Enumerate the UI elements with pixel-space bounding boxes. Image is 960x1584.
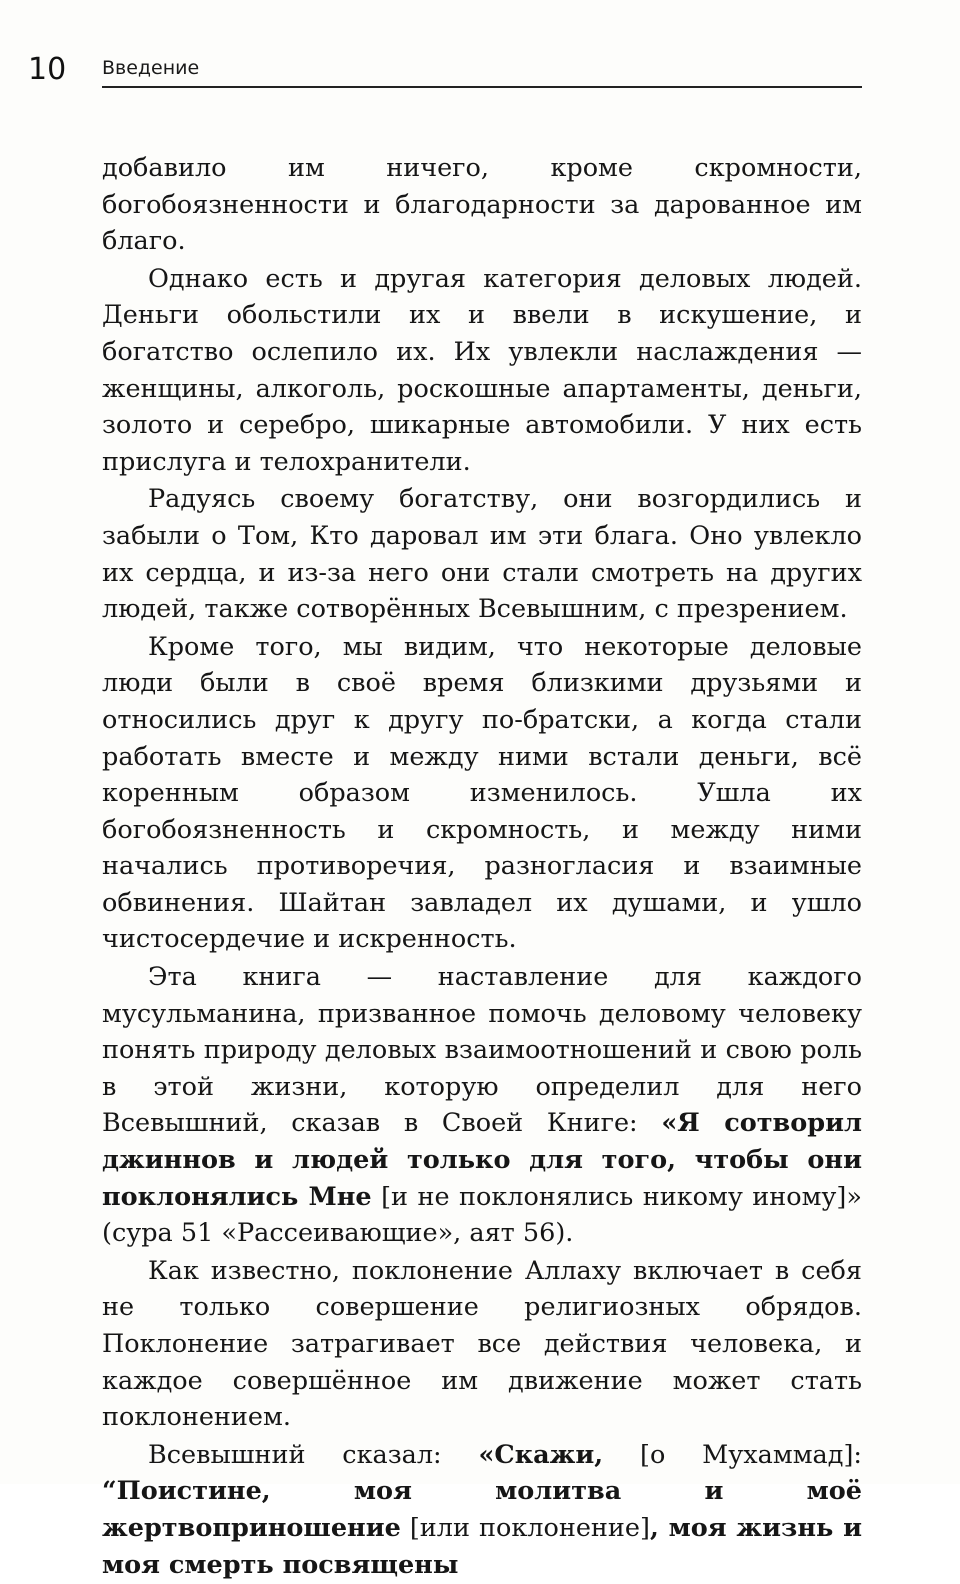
text-run: Кроме того, мы видим, что некоторые деловые люди были в своё время близкими друзьями и относились друг к другу по-братски, а когда стали работать вместе и между ними встали деньги, всё коренным образом изменилось. Ушла их богобоязненность и скромность, и между ними начались противоречия, разногласия и взаимные обвинения. Шайтан завладел их душами, и ушло чистосердечие и искренность.: [102, 631, 862, 955]
text-run: [или поклонение]: [400, 1512, 650, 1543]
paragraph: [102, 1437, 862, 1583]
page-number: 10: [28, 52, 67, 87]
running-head: [28, 52, 864, 88]
paragraph: [102, 261, 862, 481]
paragraph: [102, 150, 862, 260]
header-rule: [102, 86, 862, 88]
quote-text: , моя жизнь и моя смерть посвящены: [102, 1512, 862, 1580]
text-run: [и не поклонялись никому иному]» (сура 51 «Рассеивающие», аят 56).: [102, 1181, 862, 1249]
text-run: Радуясь своему богатству, они возгордились и забыли о Том, Кто даровал им эти блага. Оно увлекло их сердца, и из-за него они стали смотреть на других людей, также сотворённых Всевышним, с презрением.: [102, 484, 862, 625]
text-run: Эта книга — наставление для каждого мусульманина, призванное помочь деловому человеку понять природу деловых взаимоотношений и свою роль в этой жизни, которую определил для него Всевышний, сказав в Своей Книге:: [102, 962, 862, 1139]
quote-text: «Скажи,: [478, 1439, 604, 1470]
text-run: Как известно, поклонение Аллаху включает в себя не только совершение религиозных обрядов. Поклонение затрагивает все действия человека, и каждое совершённое им движение может стать поклонением.: [102, 1255, 862, 1433]
quote-text: «Я сотворил джиннов и людей только для того, чтобы они поклонялись Мне: [102, 1108, 862, 1212]
text-run: Однако есть и другая категория деловых людей. Деньги обольстили их и ввели в искушение, и богатство ослепило их. Их увлекли наслаждения — женщины, алкоголь, роскошные апартаменты, деньги, золото и серебро, шикарные автомобили. У них есть прислуга и телохранители.: [102, 263, 862, 477]
text-run: Всевышний сказал:: [148, 1439, 479, 1470]
paragraph: [102, 481, 862, 627]
text-run: [о Мухаммад]:: [603, 1439, 862, 1470]
paragraph: [102, 959, 862, 1252]
quote-text: “Поистине, моя молитва и моё жертвоприношение: [102, 1476, 862, 1543]
section-title: Введение: [102, 57, 200, 79]
paragraph: [102, 1253, 862, 1436]
paragraph: [102, 629, 862, 958]
body-text: [102, 150, 862, 1584]
text-run: добавило им ничего, кроме скромности, богобоязненности и благодарности за дарованное им благо.: [102, 153, 862, 257]
